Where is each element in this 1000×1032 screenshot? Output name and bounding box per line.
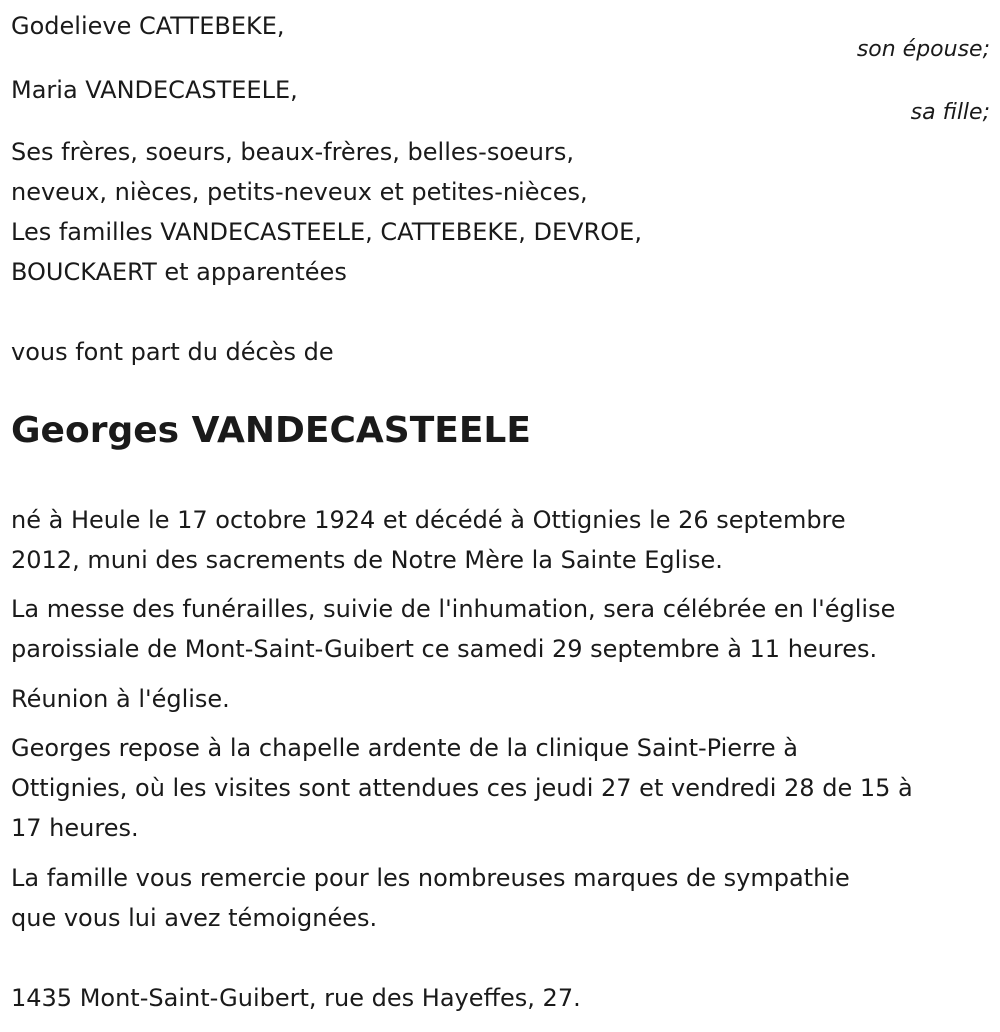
funeral-line-2: paroissiale de Mont-Saint-Guibert ce samedi 29 septembre à 11 heures. bbox=[11, 635, 878, 663]
daughter-role: sa fille; bbox=[910, 100, 990, 125]
deceased-name: Georges VANDECASTEELE bbox=[11, 410, 531, 451]
daughter-name: Maria VANDECASTEELE, bbox=[11, 76, 298, 104]
announcement: vous font part du décès de bbox=[11, 338, 334, 366]
thanks-line-1: La famille vous remercie pour les nombreuses marques de sympathie bbox=[11, 864, 850, 892]
wife-name: Godelieve CATTEBEKE, bbox=[11, 12, 285, 40]
thanks-line-2: que vous lui avez témoignées. bbox=[11, 904, 378, 932]
visit-line-3: 17 heures. bbox=[11, 814, 139, 842]
relatives-line-2: neveux, nièces, petits-neveux et petites-nièces, bbox=[11, 178, 588, 206]
funeral-line-1: La messe des funérailles, suivie de l'inhumation, sera célébrée en l'église bbox=[11, 595, 896, 623]
relatives-line-4: BOUCKAERT et apparentées bbox=[11, 258, 347, 286]
relatives-line-1: Ses frères, soeurs, beaux-frères, belles-soeurs, bbox=[11, 138, 574, 166]
visit-line-2: Ottignies, où les visites sont attendues ces jeudi 27 et vendredi 28 de 15 à bbox=[11, 774, 913, 802]
birth-death-line-2: 2012, muni des sacrements de Notre Mère la Sainte Eglise. bbox=[11, 546, 723, 574]
birth-death-line-1: né à Heule le 17 octobre 1924 et décédé à Ottignies le 26 septembre bbox=[11, 506, 846, 534]
meeting-line: Réunion à l'église. bbox=[11, 685, 230, 713]
relatives-line-3: Les familles VANDECASTEELE, CATTEBEKE, DEVROE, bbox=[11, 218, 642, 246]
address: 1435 Mont-Saint-Guibert, rue des Hayeffes, 27. bbox=[11, 984, 581, 1012]
visit-line-1: Georges repose à la chapelle ardente de la clinique Saint-Pierre à bbox=[11, 734, 798, 762]
wife-role: son épouse; bbox=[856, 37, 990, 62]
